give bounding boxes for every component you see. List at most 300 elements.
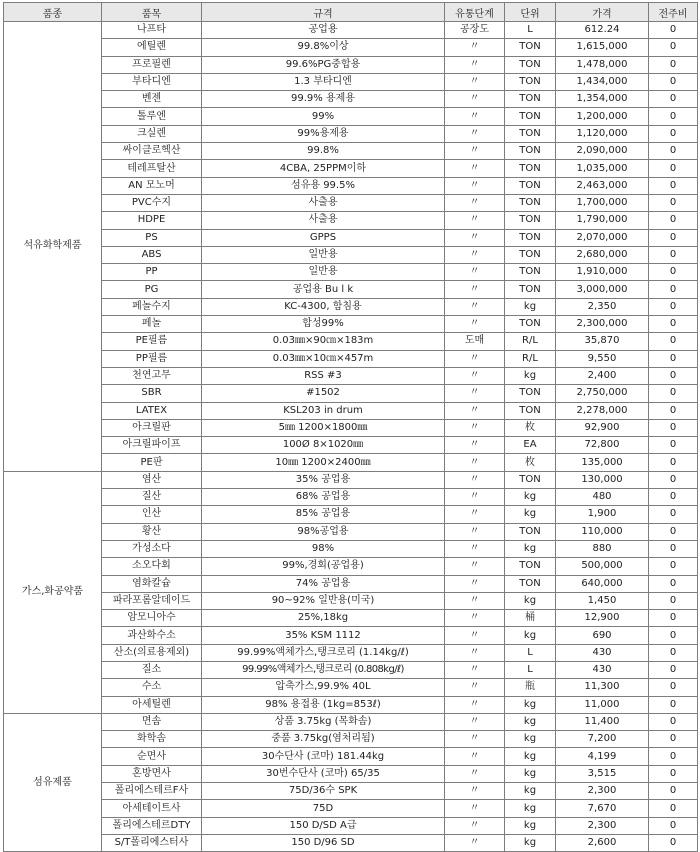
cell-distribution-stage: 〃 <box>445 731 505 748</box>
cell-unit: TON <box>505 316 556 333</box>
cell-distribution-stage: 〃 <box>445 281 505 298</box>
cell-weekly-change: 0 <box>649 402 698 419</box>
table-row <box>4 610 698 627</box>
cell-unit: TON <box>505 385 556 402</box>
cell-price: 1,900 <box>556 506 649 523</box>
cell-item: 화학솜 <box>102 731 202 748</box>
cell-weekly-change: 0 <box>649 22 698 39</box>
cell-unit: kg <box>505 696 556 713</box>
cell-unit: L <box>505 661 556 678</box>
cell-spec: GPPS <box>202 229 445 246</box>
cell-unit: TON <box>505 558 556 575</box>
cell-unit: TON <box>505 523 556 540</box>
cell-unit: TON <box>505 91 556 108</box>
cell-weekly-change: 0 <box>649 713 698 730</box>
cell-item: 크실렌 <box>102 125 202 142</box>
cell-spec: 68% 공업용 <box>202 489 445 506</box>
cell-price: 1,910,000 <box>556 264 649 281</box>
cell-unit: TON <box>505 264 556 281</box>
cell-price: 11,000 <box>556 696 649 713</box>
cell-item: 파라포롬알데이드 <box>102 592 202 609</box>
table-row <box>4 125 698 142</box>
cell-distribution-stage: 〃 <box>445 644 505 661</box>
cell-price: 2,278,000 <box>556 402 649 419</box>
cell-distribution-stage: 도매 <box>445 333 505 350</box>
table-row <box>4 731 698 748</box>
table-row <box>4 385 698 402</box>
cell-weekly-change: 0 <box>649 783 698 800</box>
cell-category: 섬유제품 <box>4 713 102 851</box>
cell-price: 2,463,000 <box>556 177 649 194</box>
table-row <box>4 316 698 333</box>
cell-item: 염화칼슘 <box>102 575 202 592</box>
cell-price: 2,750,000 <box>556 385 649 402</box>
cell-distribution-stage: 〃 <box>445 661 505 678</box>
table-row <box>4 817 698 834</box>
cell-distribution-stage: 〃 <box>445 194 505 211</box>
cell-price: 11,400 <box>556 713 649 730</box>
table-row <box>4 333 698 350</box>
cell-weekly-change: 0 <box>649 454 698 471</box>
cell-price: 430 <box>556 644 649 661</box>
cell-price: 2,300,000 <box>556 316 649 333</box>
cell-item: 수소 <box>102 679 202 696</box>
cell-unit: kg <box>505 506 556 523</box>
table-row <box>4 437 698 454</box>
cell-spec: 99%,경회(공업용) <box>202 558 445 575</box>
cell-price: 1,700,000 <box>556 194 649 211</box>
cell-spec: 일반용 <box>202 246 445 263</box>
cell-spec: 압축가스,99.9% 40L <box>202 679 445 696</box>
cell-unit: L <box>505 22 556 39</box>
cell-weekly-change: 0 <box>649 281 698 298</box>
cell-price: 1,434,000 <box>556 73 649 90</box>
cell-spec: 공업용 Bu l k <box>202 281 445 298</box>
cell-distribution-stage: 〃 <box>445 627 505 644</box>
cell-unit: TON <box>505 246 556 263</box>
cell-distribution-stage: 〃 <box>445 506 505 523</box>
cell-price: 690 <box>556 627 649 644</box>
cell-spec: RSS #3 <box>202 367 445 384</box>
cell-unit: 瓶 <box>505 679 556 696</box>
cell-spec: 35% KSM 1112 <box>202 627 445 644</box>
cell-spec: KC-4300, 함침용 <box>202 298 445 315</box>
table-body <box>4 22 698 852</box>
cell-weekly-change: 0 <box>649 696 698 713</box>
cell-distribution-stage: 〃 <box>445 817 505 834</box>
cell-price: 3,000,000 <box>556 281 649 298</box>
cell-distribution-stage: 〃 <box>445 39 505 56</box>
cell-unit: TON <box>505 143 556 160</box>
cell-unit: R/L <box>505 350 556 367</box>
table-row <box>4 56 698 73</box>
cell-unit: L <box>505 644 556 661</box>
cell-weekly-change: 0 <box>649 333 698 350</box>
header-row <box>4 3 698 22</box>
cell-item: 질소 <box>102 661 202 678</box>
cell-price: 2,090,000 <box>556 143 649 160</box>
cell-price: 35,870 <box>556 333 649 350</box>
cell-spec: 150 D/SD A급 <box>202 817 445 834</box>
cell-spec: 90~92% 일반용(미국) <box>202 592 445 609</box>
cell-price: 9,550 <box>556 350 649 367</box>
cell-spec: 사출용 <box>202 212 445 229</box>
cell-spec: 98% <box>202 540 445 557</box>
cell-spec: 사출용 <box>202 194 445 211</box>
cell-unit: kg <box>505 298 556 315</box>
cell-weekly-change: 0 <box>649 506 698 523</box>
table-row <box>4 523 698 540</box>
cell-weekly-change: 0 <box>649 471 698 488</box>
cell-price: 612.24 <box>556 22 649 39</box>
cell-distribution-stage: 〃 <box>445 540 505 557</box>
cell-unit: kg <box>505 731 556 748</box>
cell-category: 가스,화공약품 <box>4 471 102 713</box>
table-row <box>4 91 698 108</box>
cell-distribution-stage: 〃 <box>445 56 505 73</box>
cell-distribution-stage: 〃 <box>445 177 505 194</box>
cell-price: 1,035,000 <box>556 160 649 177</box>
cell-weekly-change: 0 <box>649 437 698 454</box>
cell-unit: kg <box>505 592 556 609</box>
cell-item: ABS <box>102 246 202 263</box>
cell-price: 1,450 <box>556 592 649 609</box>
cell-unit: TON <box>505 575 556 592</box>
cell-distribution-stage: 〃 <box>445 316 505 333</box>
header-price: 가격 <box>556 3 649 22</box>
cell-weekly-change: 0 <box>649 91 698 108</box>
cell-item: 벤젠 <box>102 91 202 108</box>
table-row <box>4 350 698 367</box>
cell-weekly-change: 0 <box>649 385 698 402</box>
table-row <box>4 627 698 644</box>
cell-item: 질산 <box>102 489 202 506</box>
cell-distribution-stage: 〃 <box>445 592 505 609</box>
cell-weekly-change: 0 <box>649 212 698 229</box>
cell-weekly-change: 0 <box>649 246 698 263</box>
cell-spec: 75D/36수 SPK <box>202 783 445 800</box>
cell-item: 폴리에스테르DTY <box>102 817 202 834</box>
cell-spec: 10㎜ 1200×2400㎜ <box>202 454 445 471</box>
cell-unit: TON <box>505 73 556 90</box>
cell-distribution-stage: 〃 <box>445 125 505 142</box>
cell-weekly-change: 0 <box>649 558 698 575</box>
table-row <box>4 644 698 661</box>
cell-unit: kg <box>505 627 556 644</box>
table-row <box>4 454 698 471</box>
cell-price: 2,400 <box>556 367 649 384</box>
table-row <box>4 298 698 315</box>
table-row <box>4 108 698 125</box>
cell-distribution-stage: 〃 <box>445 264 505 281</box>
cell-item: 아세테이트사 <box>102 800 202 817</box>
cell-distribution-stage: 〃 <box>445 783 505 800</box>
cell-weekly-change: 0 <box>649 731 698 748</box>
table-row <box>4 419 698 436</box>
cell-unit: kg <box>505 834 556 851</box>
cell-weekly-change: 0 <box>649 367 698 384</box>
cell-spec: 99.8% <box>202 143 445 160</box>
cell-item: 폴리에스테르F사 <box>102 783 202 800</box>
cell-item: 톨루엔 <box>102 108 202 125</box>
cell-distribution-stage: 〃 <box>445 679 505 696</box>
cell-unit: kg <box>505 765 556 782</box>
cell-spec: 99.6%PG중합용 <box>202 56 445 73</box>
cell-spec: 35% 공업용 <box>202 471 445 488</box>
cell-distribution-stage: 〃 <box>445 212 505 229</box>
cell-weekly-change: 0 <box>649 264 698 281</box>
cell-distribution-stage: 〃 <box>445 73 505 90</box>
cell-spec: 100Ø 8×1020㎜ <box>202 437 445 454</box>
cell-spec: 85% 공업용 <box>202 506 445 523</box>
table-row <box>4 592 698 609</box>
cell-item: PE필름 <box>102 333 202 350</box>
table-row <box>4 783 698 800</box>
cell-spec: 30수단사 (코마) 181.44kg <box>202 748 445 765</box>
table-row <box>4 229 698 246</box>
cell-price: 430 <box>556 661 649 678</box>
cell-category: 석유화학제품 <box>4 22 102 472</box>
cell-distribution-stage: 〃 <box>445 800 505 817</box>
cell-item: 인산 <box>102 506 202 523</box>
cell-distribution-stage: 〃 <box>445 108 505 125</box>
cell-weekly-change: 0 <box>649 316 698 333</box>
cell-item: 가성소다 <box>102 540 202 557</box>
table-row <box>4 696 698 713</box>
table-row <box>4 22 698 39</box>
cell-weekly-change: 0 <box>649 229 698 246</box>
cell-price: 500,000 <box>556 558 649 575</box>
cell-weekly-change: 0 <box>649 125 698 142</box>
table-row <box>4 177 698 194</box>
cell-distribution-stage: 〃 <box>445 454 505 471</box>
cell-weekly-change: 0 <box>649 143 698 160</box>
cell-spec: 중품 3.75kg(염처리됨) <box>202 731 445 748</box>
cell-spec: 98%공업용 <box>202 523 445 540</box>
cell-distribution-stage: 〃 <box>445 575 505 592</box>
table-row <box>4 540 698 557</box>
table-row <box>4 471 698 488</box>
cell-item: 천연고무 <box>102 367 202 384</box>
cell-item: LATEX <box>102 402 202 419</box>
cell-spec: KSL203 in drum <box>202 402 445 419</box>
cell-weekly-change: 0 <box>649 592 698 609</box>
cell-distribution-stage: 〃 <box>445 558 505 575</box>
cell-item: HDPE <box>102 212 202 229</box>
cell-price: 135,000 <box>556 454 649 471</box>
cell-unit: kg <box>505 540 556 557</box>
cell-item: PP필름 <box>102 350 202 367</box>
header-category: 품종 <box>4 3 102 22</box>
table-row <box>4 506 698 523</box>
cell-item: PVC수지 <box>102 194 202 211</box>
cell-price: 1,790,000 <box>556 212 649 229</box>
cell-weekly-change: 0 <box>649 177 698 194</box>
table-row <box>4 800 698 817</box>
cell-item: 페놀수지 <box>102 298 202 315</box>
cell-spec: 0.03㎜×10㎝×457m <box>202 350 445 367</box>
cell-item: 프로필렌 <box>102 56 202 73</box>
table-row <box>4 212 698 229</box>
cell-price: 7,200 <box>556 731 649 748</box>
cell-item: 산소(의료용제외) <box>102 644 202 661</box>
cell-price: 2,300 <box>556 783 649 800</box>
table-row <box>4 679 698 696</box>
cell-weekly-change: 0 <box>649 523 698 540</box>
cell-weekly-change: 0 <box>649 39 698 56</box>
cell-item: 혼방면사 <box>102 765 202 782</box>
cell-weekly-change: 0 <box>649 765 698 782</box>
table-row <box>4 661 698 678</box>
cell-spec: 섬유용 99.5% <box>202 177 445 194</box>
cell-price: 4,199 <box>556 748 649 765</box>
cell-weekly-change: 0 <box>649 540 698 557</box>
cell-distribution-stage: 〃 <box>445 385 505 402</box>
cell-distribution-stage: 〃 <box>445 91 505 108</box>
cell-weekly-change: 0 <box>649 679 698 696</box>
cell-weekly-change: 0 <box>649 350 698 367</box>
cell-distribution-stage: 〃 <box>445 350 505 367</box>
table-row <box>4 575 698 592</box>
cell-spec: 상품 3.75kg (목화솜) <box>202 713 445 730</box>
cell-price: 2,680,000 <box>556 246 649 263</box>
cell-distribution-stage: 〃 <box>445 229 505 246</box>
cell-unit: kg <box>505 489 556 506</box>
cell-distribution-stage: 〃 <box>445 696 505 713</box>
cell-spec: 30번수단사 (코마) 65/35 <box>202 765 445 782</box>
table-row <box>4 558 698 575</box>
cell-unit: TON <box>505 108 556 125</box>
cell-item: 아세틸렌 <box>102 696 202 713</box>
cell-spec: 74% 공업용 <box>202 575 445 592</box>
cell-item: 에틸렌 <box>102 39 202 56</box>
cell-price: 3,515 <box>556 765 649 782</box>
cell-item: PG <box>102 281 202 298</box>
table-row <box>4 367 698 384</box>
cell-price: 1,120,000 <box>556 125 649 142</box>
cell-item: 과산화수소 <box>102 627 202 644</box>
table-row <box>4 194 698 211</box>
cell-item: 테레프탈산 <box>102 160 202 177</box>
cell-distribution-stage: 〃 <box>445 298 505 315</box>
cell-weekly-change: 0 <box>649 298 698 315</box>
cell-weekly-change: 0 <box>649 627 698 644</box>
cell-price: 640,000 <box>556 575 649 592</box>
cell-price: 480 <box>556 489 649 506</box>
cell-unit: TON <box>505 402 556 419</box>
cell-weekly-change: 0 <box>649 160 698 177</box>
cell-item: SBR <box>102 385 202 402</box>
cell-spec: 98% 용접용 (1kg=853ℓ) <box>202 696 445 713</box>
cell-price: 1,200,000 <box>556 108 649 125</box>
cell-item: S/T폴리에스터사 <box>102 834 202 851</box>
header-spec: 규격 <box>202 3 445 22</box>
cell-distribution-stage: 〃 <box>445 160 505 177</box>
cell-price: 7,670 <box>556 800 649 817</box>
table-row <box>4 246 698 263</box>
cell-item: AN 모노머 <box>102 177 202 194</box>
header-distribution-stage: 유통단계 <box>445 3 505 22</box>
cell-unit: TON <box>505 229 556 246</box>
cell-item: 황산 <box>102 523 202 540</box>
cell-price: 72,800 <box>556 437 649 454</box>
cell-unit: kg <box>505 713 556 730</box>
cell-spec: 공업용 <box>202 22 445 39</box>
cell-spec: 75D <box>202 800 445 817</box>
cell-distribution-stage: 〃 <box>445 437 505 454</box>
cell-weekly-change: 0 <box>649 610 698 627</box>
cell-unit: TON <box>505 177 556 194</box>
cell-item: 아크릴판 <box>102 419 202 436</box>
cell-price: 2,070,000 <box>556 229 649 246</box>
table-row <box>4 402 698 419</box>
cell-weekly-change: 0 <box>649 575 698 592</box>
cell-spec: 150 D/96 SD <box>202 834 445 851</box>
cell-distribution-stage: 〃 <box>445 748 505 765</box>
cell-unit: EA <box>505 437 556 454</box>
table-row <box>4 748 698 765</box>
cell-price: 1,615,000 <box>556 39 649 56</box>
cell-spec: 99% <box>202 108 445 125</box>
cell-unit: kg <box>505 748 556 765</box>
cell-price: 110,000 <box>556 523 649 540</box>
table-row <box>4 264 698 281</box>
cell-weekly-change: 0 <box>649 194 698 211</box>
cell-item: PS <box>102 229 202 246</box>
cell-distribution-stage: 〃 <box>445 402 505 419</box>
cell-unit: kg <box>505 800 556 817</box>
table-row <box>4 73 698 90</box>
header-weekly-change: 전주비 <box>649 3 698 22</box>
cell-distribution-stage: 〃 <box>445 713 505 730</box>
cell-price: 11,300 <box>556 679 649 696</box>
cell-weekly-change: 0 <box>649 800 698 817</box>
cell-unit: kg <box>505 783 556 800</box>
cell-spec: 5㎜ 1200×1800㎜ <box>202 419 445 436</box>
cell-price: 130,000 <box>556 471 649 488</box>
cell-unit: TON <box>505 471 556 488</box>
table-row <box>4 834 698 851</box>
cell-spec: 99.8%이상 <box>202 39 445 56</box>
cell-unit: TON <box>505 281 556 298</box>
cell-item: PP <box>102 264 202 281</box>
cell-spec: 25%,18kg <box>202 610 445 627</box>
cell-price: 92,900 <box>556 419 649 436</box>
cell-spec: 1.3 부타디엔 <box>202 73 445 90</box>
price-table-container <box>3 2 697 852</box>
cell-spec: 일반용 <box>202 264 445 281</box>
cell-weekly-change: 0 <box>649 661 698 678</box>
cell-spec: 99%용제용 <box>202 125 445 142</box>
cell-spec: 99.99%액체가스,탱크로리 (0.808kg/ℓ) <box>202 661 445 678</box>
cell-item: 염산 <box>102 471 202 488</box>
cell-unit: 桶 <box>505 610 556 627</box>
cell-price: 2,600 <box>556 834 649 851</box>
table-row <box>4 143 698 160</box>
cell-distribution-stage: 〃 <box>445 834 505 851</box>
cell-item: 부타디엔 <box>102 73 202 90</box>
table-row <box>4 281 698 298</box>
price-table <box>3 2 698 852</box>
table-row <box>4 489 698 506</box>
table-row <box>4 160 698 177</box>
cell-price: 12,900 <box>556 610 649 627</box>
cell-unit: TON <box>505 56 556 73</box>
cell-unit: kg <box>505 817 556 834</box>
header-item: 품목 <box>102 3 202 22</box>
cell-unit: 枚 <box>505 454 556 471</box>
cell-distribution-stage: 〃 <box>445 419 505 436</box>
